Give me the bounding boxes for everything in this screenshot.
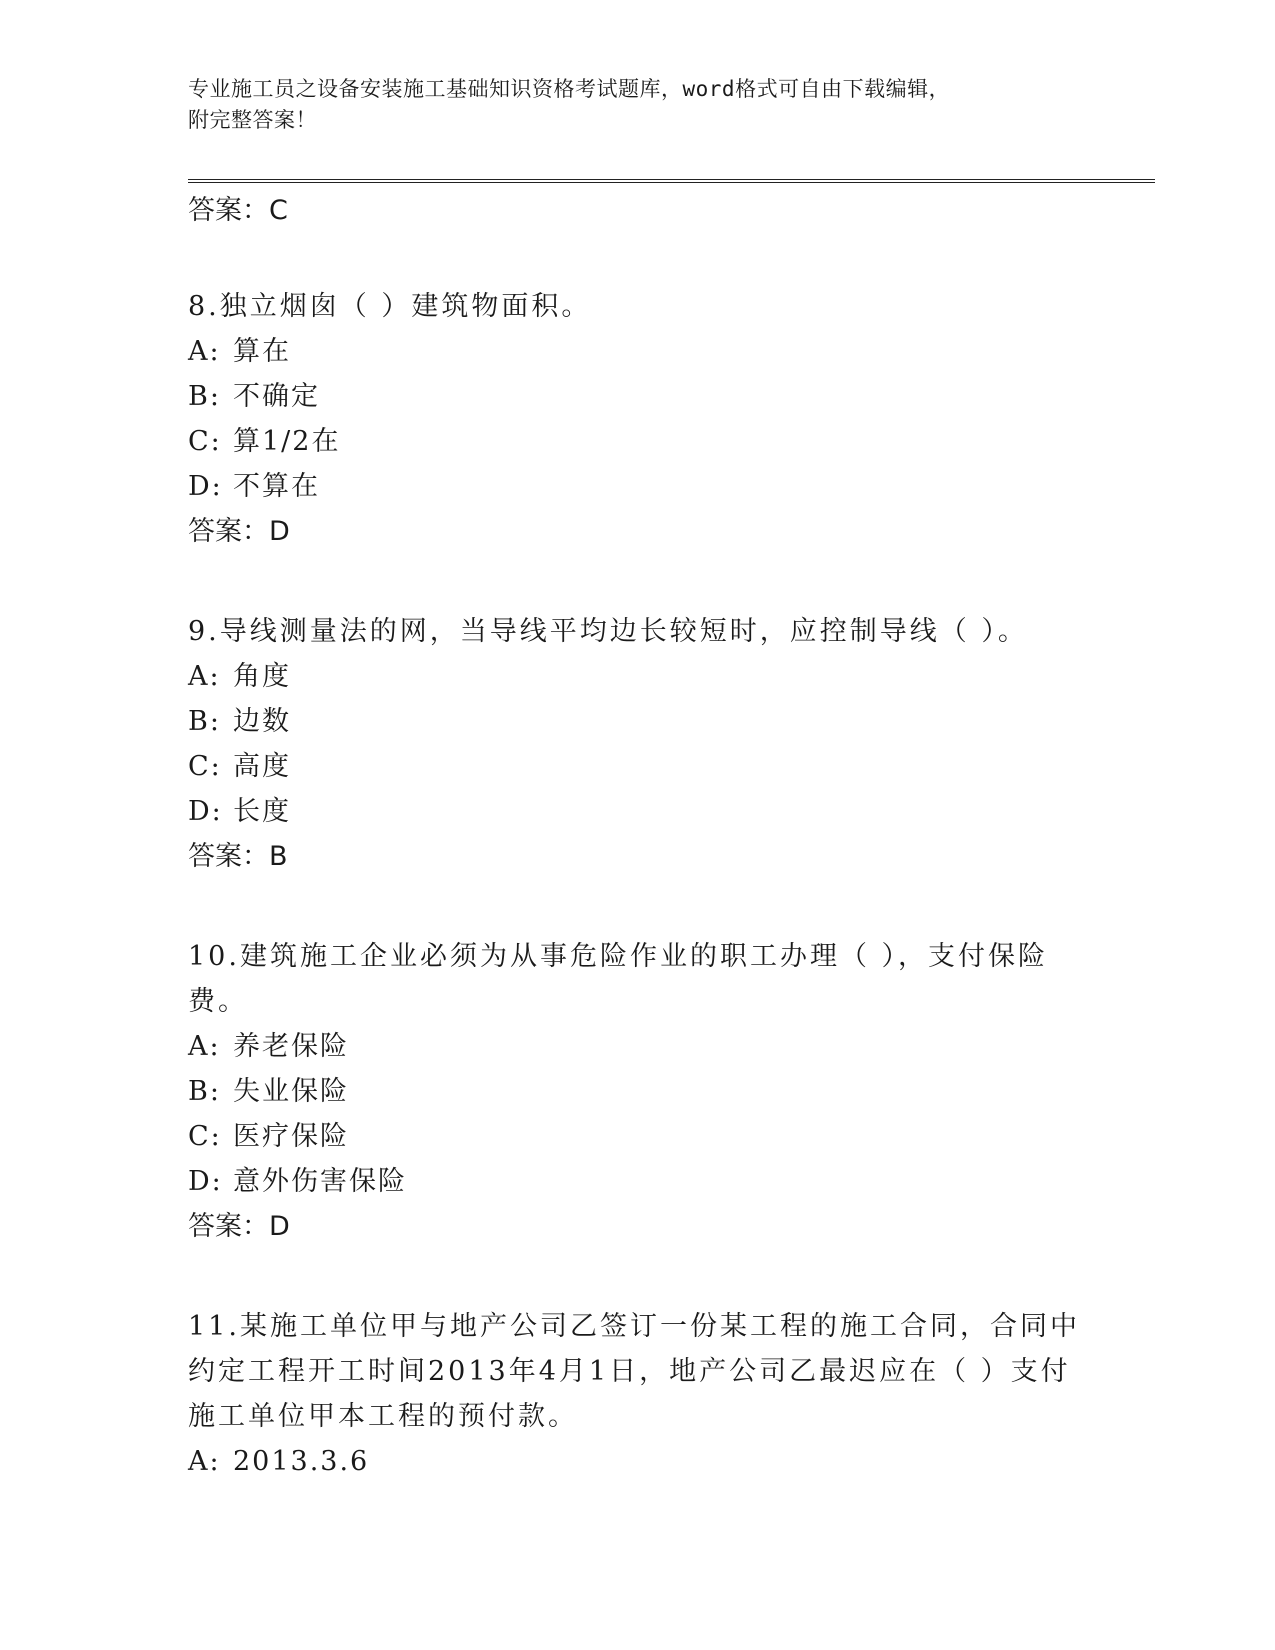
option-text: 2013.3.6: [233, 1446, 370, 1477]
option-text: 医疗保险: [233, 1121, 349, 1152]
option-b: [188, 699, 1148, 744]
option-letter: D:: [188, 796, 223, 827]
option-a: [188, 329, 1148, 374]
option-text: 意外伤害保险: [233, 1166, 407, 1197]
option-a: [188, 1439, 1148, 1484]
header-line-2: 附完整答案！: [188, 108, 317, 132]
question-item: [188, 1304, 1148, 1484]
option-d: [188, 789, 1148, 834]
option-letter: A:: [188, 661, 221, 692]
option-d: [188, 1159, 1148, 1204]
question-item: [188, 284, 1148, 554]
option-text: 边数: [233, 706, 291, 737]
option-d: [188, 464, 1148, 509]
question-text: 11.某施工单位甲与地产公司乙签订一份某工程的施工合同，合同中约定工程开工时间2013年4月1日，地产公司乙最迟应在（ ）支付施工单位甲本工程的预付款。: [188, 1311, 1080, 1432]
question-list: [188, 193, 1148, 1484]
option-letter: D:: [188, 1166, 223, 1197]
option-text: 算在: [233, 336, 291, 367]
question-item: [188, 934, 1148, 1249]
option-letter: A:: [188, 1031, 221, 1062]
question-text: 9.导线测量法的网，当导线平均边长较短时，应控制导线（ ）。: [188, 616, 1028, 647]
option-c: [188, 1114, 1148, 1159]
option-b: [188, 1069, 1148, 1114]
option-letter: D:: [188, 471, 223, 502]
option-a: [188, 654, 1148, 699]
option-letter: A:: [188, 336, 221, 367]
option-text: 长度: [233, 796, 291, 827]
option-text: 养老保险: [233, 1031, 349, 1062]
option-a: [188, 1024, 1148, 1069]
previous-answer: 答案：C: [188, 195, 288, 226]
option-letter: C:: [188, 1121, 222, 1152]
option-letter: B:: [188, 381, 221, 412]
option-c: [188, 744, 1148, 789]
option-text: 不算在: [233, 471, 320, 502]
question-text: 8.独立烟囱（ ）建筑物面积。: [188, 291, 592, 322]
question-item: [188, 609, 1148, 879]
header-divider: [188, 179, 1155, 183]
option-text: 不确定: [233, 381, 320, 412]
document-header: [188, 74, 1068, 136]
option-b: [188, 374, 1148, 419]
answer-label: 答案：D: [188, 1211, 290, 1242]
option-c: [188, 419, 1148, 464]
option-letter: C:: [188, 426, 222, 457]
option-text: 高度: [233, 751, 291, 782]
option-letter: C:: [188, 751, 222, 782]
option-letter: B:: [188, 706, 221, 737]
answer-label: 答案：D: [188, 516, 290, 547]
answer-label: 答案：B: [188, 841, 288, 872]
option-letter: B:: [188, 1076, 221, 1107]
option-letter: A:: [188, 1446, 221, 1477]
header-line-1: 专业施工员之设备安装施工基础知识资格考试题库，word格式可自由下载编辑，: [188, 77, 951, 101]
option-text: 角度: [233, 661, 291, 692]
question-text: 10.建筑施工企业必须为从事危险作业的职工办理（ ），支付保险费。: [188, 941, 1049, 1017]
option-text: 失业保险: [233, 1076, 349, 1107]
option-text: 算1/2在: [233, 426, 341, 457]
